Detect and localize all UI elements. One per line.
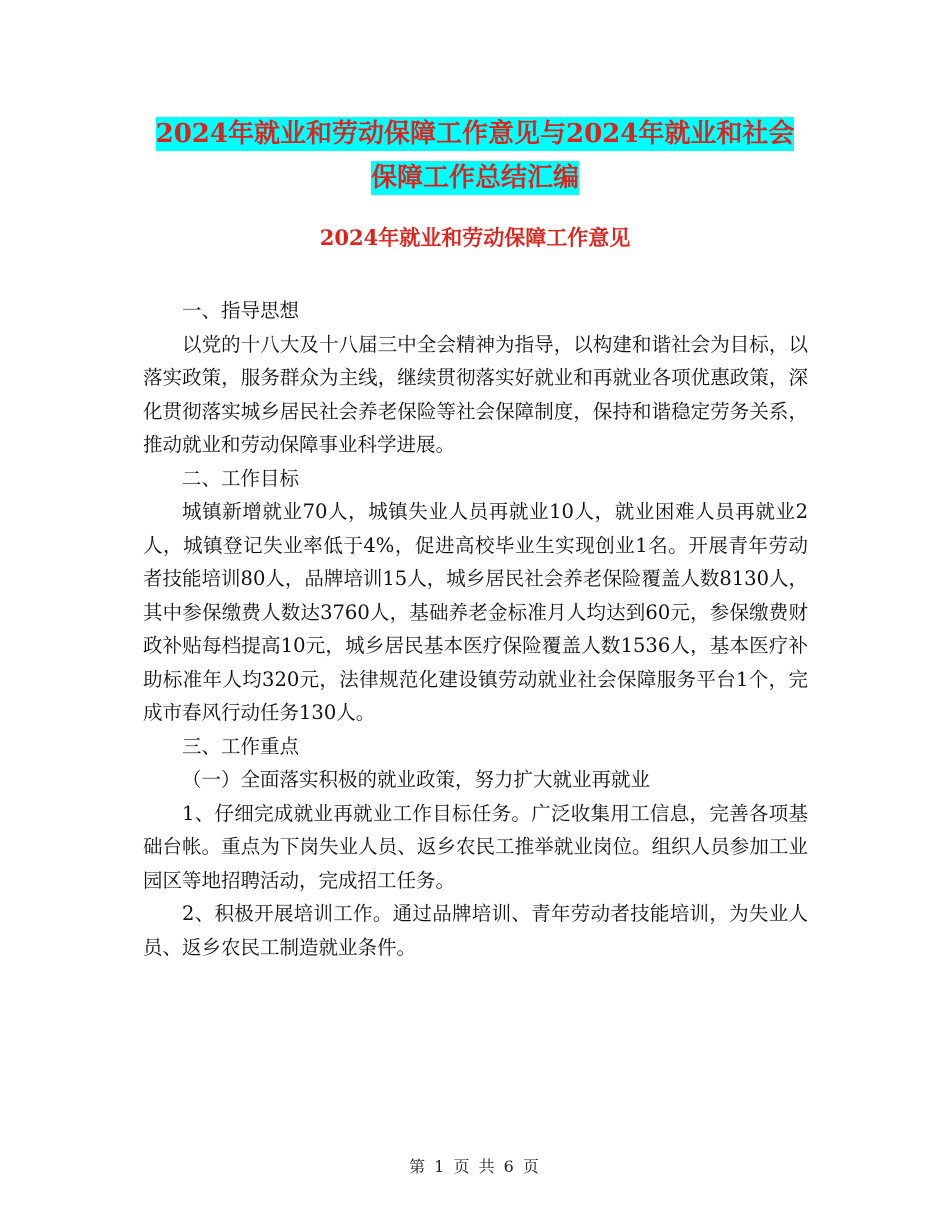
main-title-line-2: 保障工作总结汇编	[370, 163, 579, 193]
paragraph-work-goals: 城镇新增就业70人，城镇失业人员再就业10人，就业困难人员再就业2人，城镇登记失业率低于4%，促进高校毕业生实现创业1名。开展青年劳动者技能培训80人，品牌培训15人，城乡居民社会养老保险覆盖人数8130人，其中参保缴费人数达3760人，基础养老金标准月人均达到60元，参保缴费财政补贴每档提高10元，城乡居民基本医疗保险覆盖人数1536人，基本医疗补助标准年人均320元，法律规范化建设镇劳动就业社会保障服务平台1个，完成市春风行动任务130人。	[143, 500, 808, 724]
heading-guiding-ideology: 一、指导思想	[182, 299, 300, 322]
section-title: 2024年就业和劳动保障工作意见	[319, 225, 631, 250]
heading-work-goals: 二、工作目标	[182, 466, 300, 490]
heading-work-focus: 三、工作重点	[182, 734, 300, 758]
paragraph-training-work: 2、积极开展培训工作。通过品牌培训、青年劳动者技能培训，为失业人员、返乡农民工制造就业条件。	[143, 902, 808, 959]
document-main-title	[140, 112, 810, 200]
paragraph-guiding-ideology: 以党的十八大及十八届三中全会精神为指导，以构建和谐社会为目标，以落实政策，服务群众为主线，继续贯彻落实好就业和再就业各项优惠政策，深化贯彻落实城乡居民社会养老保险等社会保障制度，保持和谐稳定劳务关系，推动就业和劳动保障事业科学进展。	[143, 332, 808, 456]
document-body	[143, 294, 808, 964]
subheading-employment-policy: （一）全面落实积极的就业政策，努力扩大就业再就业	[182, 768, 651, 791]
paragraph-employment-tasks: 1、仔细完成就业再就业工作目标任务。广泛收集用工信息，完善各项基础台帐。重点为下岗失业人员、返乡农民工推举就业岗位。组织人员参加工业园区等地招聘活动，完成招工任务。	[143, 801, 808, 892]
main-title-line-1: 2024年就业和劳动保障工作意见与2024年就业和社会	[155, 119, 795, 149]
page-footer: 第 1 页 共 6 页	[409, 1157, 541, 1176]
